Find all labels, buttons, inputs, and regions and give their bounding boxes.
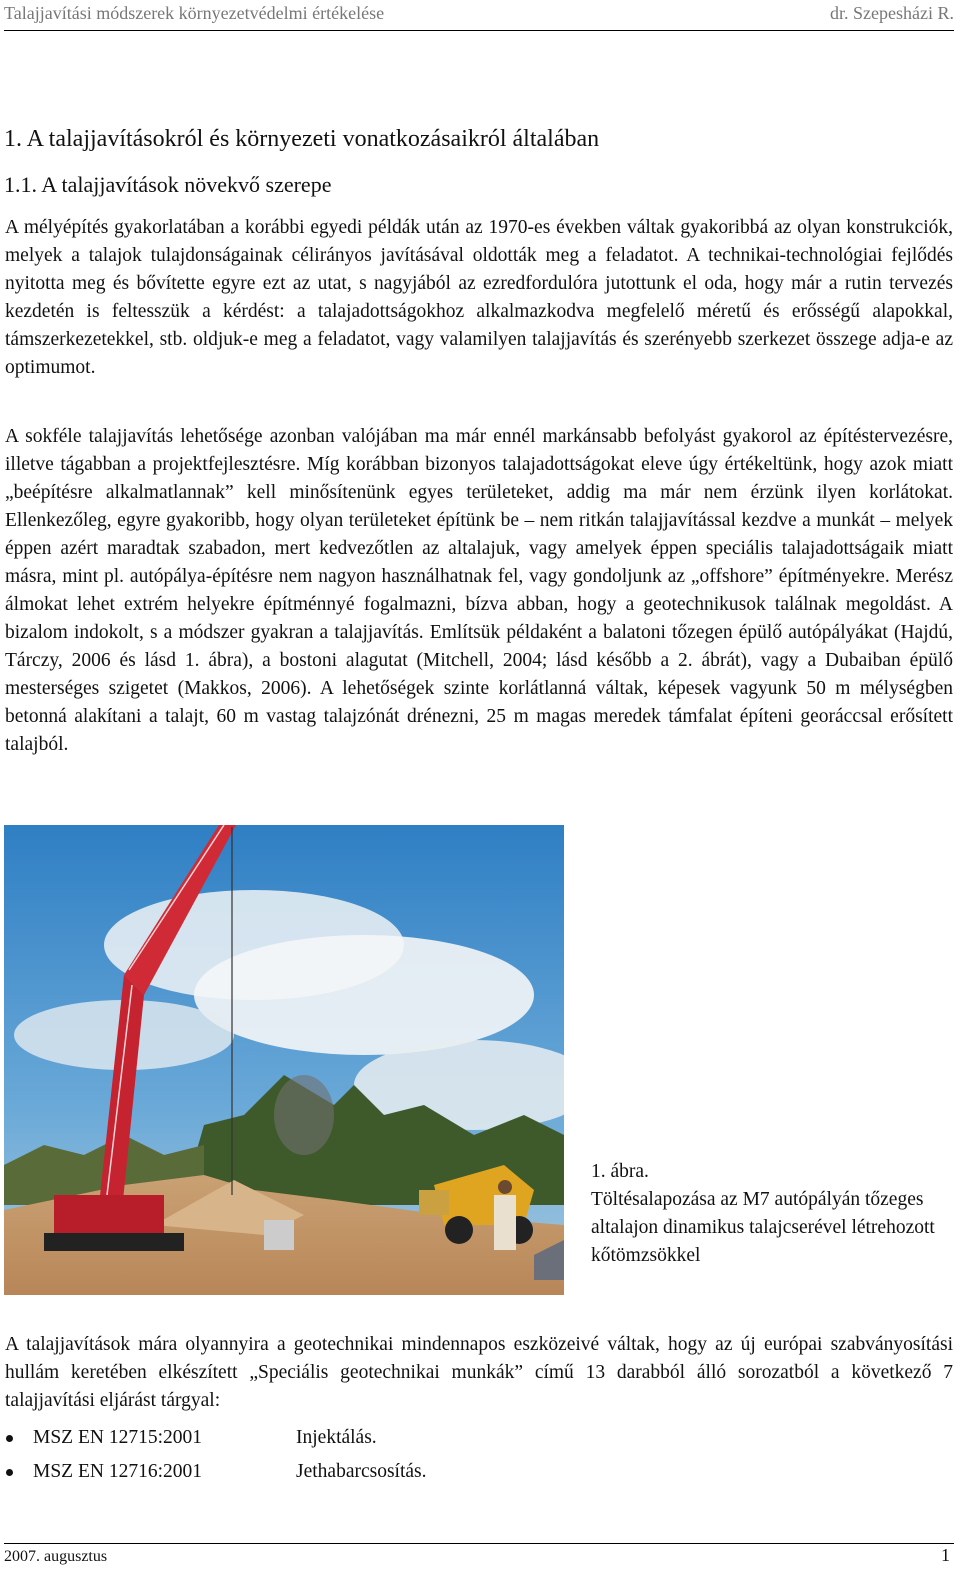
footer-date: 2007. augusztus xyxy=(4,1548,108,1565)
list-item xyxy=(4,1455,427,1489)
header-title: Talajjavítási módszerek környezetvédelmi értékelése xyxy=(4,3,385,23)
paragraph-2: A sokféle talajjavítás lehetősége azonban valójában ma már ennél markánsabb befolyást gyakorol az építéstervezésre, illetve tágabban a projektfejlesztésre. Míg korábban bizonyos talajadottságokat eleve úgy értékeltünk, hogy azok miatt „beépítésre alkalmatlannak” kell minősítenünk egyes területeket, addig ma már nem érzünk ilyen korlátokat. Ellenkezőleg, egyre gyakoribb, hogy olyan területeket építünk be – nem ritkán talajjavítással kezdve a munkát – melyek éppen azért maradtak szabadon, mert kedvezőtlen az altalajuk, vagy amelyek éppen speciális talajadottságaik miatt másra, mint pl. autópálya-építésre nem nagyon használhatnak fel, vagy gondoljunk az „offshore” építményekre. Merész álmokat lehet extrém helyekre építménnyé fogalmazni, bízva abban, hogy a geotechnikusok találnak megoldást. A bizalom indokolt, s a módszer gyakran a talajjavítás. Említsük példaként a balatoni tőzegen épülő autópályákat (Hajdú, Tárczy, 2006 és lásd 1. ábra), a bostoni alagutat (Mitchell, 2004; lásd később a 2. ábrát), vagy a Dubaiban épülő mesterséges szigetet (Makkos, 2006). A lehetőségek szinte korlátlanná váltak, képesek vagyunk 50 m mélységben betonná alakítani a talajt, 60 m vastag talajzónát drénezni, 25 m magas meredek támfalat építeni georáccsal erősített talajból. xyxy=(5,426,953,755)
figure-number: 1. ábra. xyxy=(591,1161,649,1182)
crane-construction-photo xyxy=(4,825,564,1295)
paragraph-1: A mélyépítés gyakorlatában a korábbi egyedi példák után az 1970-es években váltak gyakoribbá az olyan konstrukciók, melyek a talajok tulajdonságainak célirányos javításával oldották meg a feladatot. A technikai-technológiai fejlődés nyitotta meg és bővítette egyre ezt az utat, s nagyjából az ezredfordulóra jutottunk el oda, hogy már a rutin tervezés kezdetén is feltesszük a kérdést: a talajadottságokhoz alkalmazkodva megfelelő méretű és erősségű alapokkal, támszerkezetekkel, stb. oldjuk-e meg a feladatot, vagy valamilyen talajjavítás és szerényebb szerkezet összege adja-e az optimumot. xyxy=(5,217,953,378)
paragraph-3: A talajjavítások mára olyannyira a geotechnikai mindennapos eszközeivé váltak, hogy az új európai szabványosítási hullám keretében elkészített „Speciális geotechnikai munkák” című 13 darabból álló sorozatból a következő 7 talajjavítási eljárást tárgyal: xyxy=(5,1334,953,1411)
page-footer xyxy=(4,1543,954,1572)
header-author: dr. Szepesházi R. xyxy=(830,3,954,23)
standard-title: Injektálás. xyxy=(296,1427,377,1448)
list-item xyxy=(4,1421,427,1455)
section-heading: 1. A talajjavításokról és környezeti vonatkozásaikról általában xyxy=(4,126,600,152)
figure-caption-text: Töltésalapozása az M7 autópályán tőzeges altalajon dinamikus talajcserével létrehozott kőtömzsökkel xyxy=(591,1189,935,1266)
standard-code: MSZ EN 12715:2001 xyxy=(33,1427,203,1448)
figure-caption xyxy=(591,1158,941,1270)
standard-code: MSZ EN 12716:2001 xyxy=(33,1461,203,1482)
figure-photo xyxy=(4,825,564,1295)
subsection-heading: 1.1. A talajjavítások növekvő szerepe xyxy=(4,172,332,197)
page-number: 1 xyxy=(941,1545,950,1565)
page-header xyxy=(4,0,954,31)
standards-list xyxy=(4,1421,427,1489)
standard-title: Jethabarcsosítás. xyxy=(296,1461,427,1482)
